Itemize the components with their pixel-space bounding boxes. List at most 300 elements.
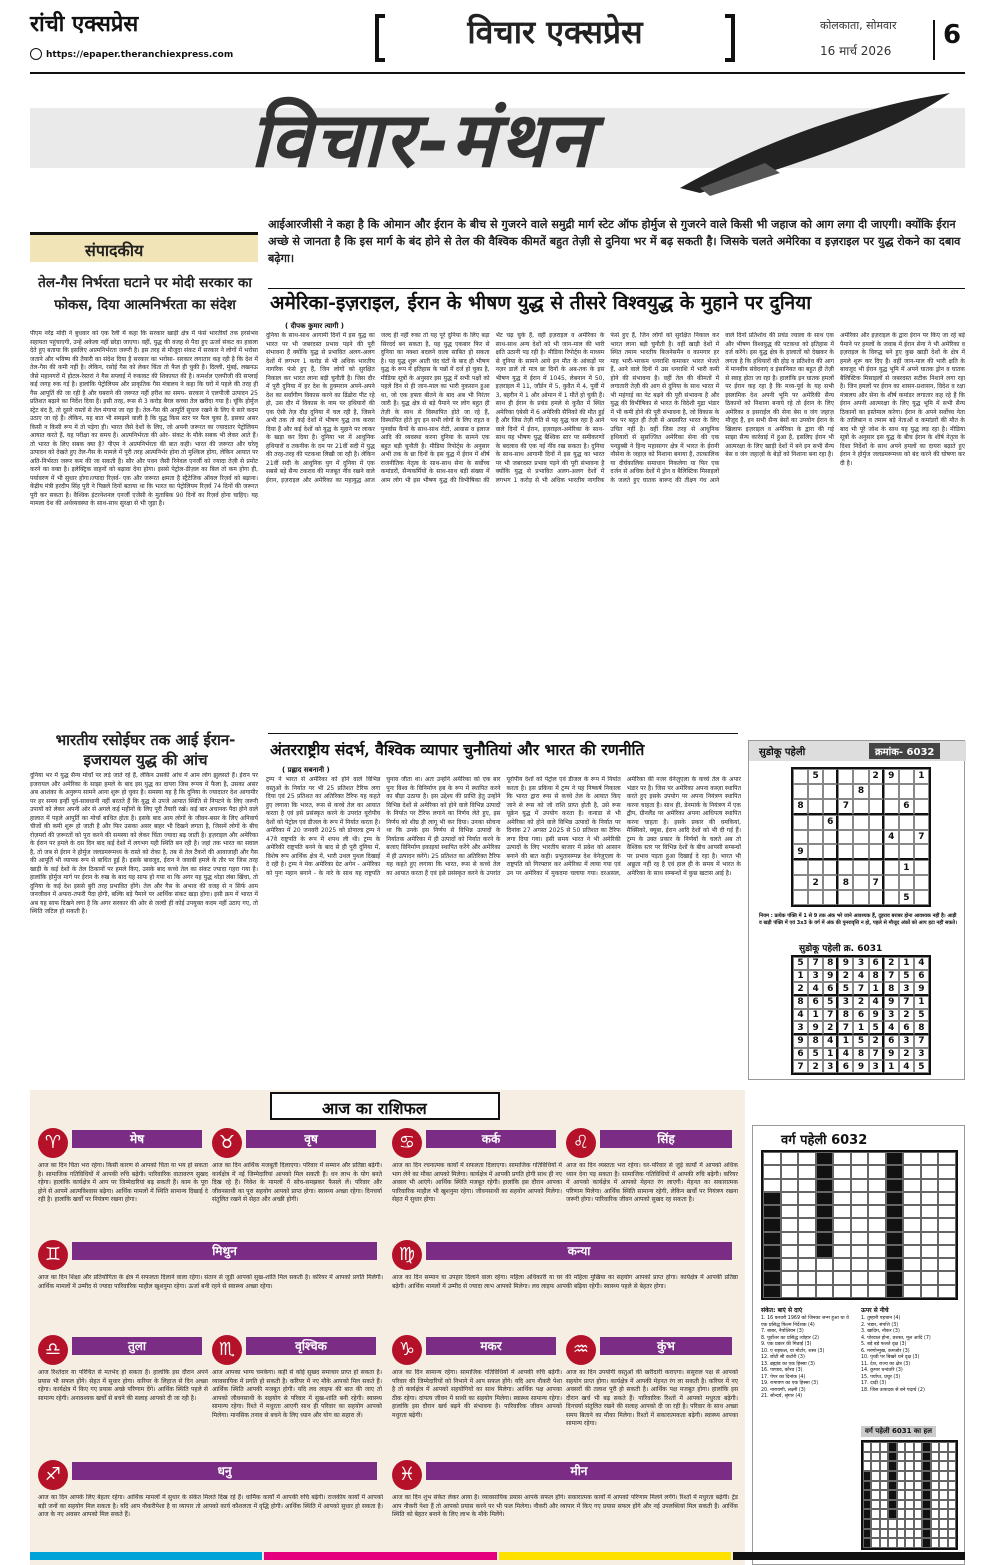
sudoku-cell[interactable]: [914, 860, 929, 875]
sudoku-cell[interactable]: [808, 830, 823, 845]
crossword-cell: [948, 1471, 956, 1481]
crossword-clue: 17. पेपर का दिनांक (4): [761, 1374, 806, 1380]
crossword-cell[interactable]: [938, 1218, 956, 1231]
crossword-cell[interactable]: [868, 1152, 886, 1165]
crossword-cell: [905, 1529, 913, 1539]
rashi-name: वृश्चिक: [246, 1337, 376, 1355]
crossword-cell[interactable]: [886, 1218, 904, 1231]
crossword-cell[interactable]: [833, 1192, 851, 1205]
crossword-cell[interactable]: [763, 1258, 781, 1271]
sudoku-cell[interactable]: 1: [914, 769, 929, 784]
sudoku-cell[interactable]: [823, 890, 838, 905]
crossword-cell[interactable]: [921, 1205, 939, 1218]
rashi-text: आज आपका भाग्य चमकेगा। कहीं से कोई सुखद समाचार प्राप्त हो सकता है। व्यावसायिक में प्रगति हो सकती है। करियर में नए मौके आपको मिल सकते हैं। आर्थिक स्थिति आपकी मजबूत होगी। यदि लव लाइफ की बात की जाए तो आपको जीवनसाथी के सहयोग से परिवार में सुख-शांति बनी रहेगी। स्वास्थ्य सामान्य रहेगा। रिश्ते में मधुरता आएगी साथ ही परिवार का सहयोग आपको मिलेगा। मानसिक तनाव से बचने के लिए ध्यान और योग का सहारा लें।: [212, 1369, 382, 1419]
crossword-cell: [871, 1452, 879, 1462]
sudoku-cell[interactable]: [808, 890, 823, 905]
crossword-cell[interactable]: [851, 1179, 869, 1192]
crossword-cell: [922, 1471, 930, 1481]
crossword-cell[interactable]: [903, 1205, 921, 1218]
crossword-cell[interactable]: [903, 1285, 921, 1298]
crossword-across-clues: [761, 1316, 856, 1401]
sudoku-cell[interactable]: [914, 815, 929, 830]
crossword-cell[interactable]: [851, 1271, 869, 1284]
crossword-cell: [880, 1452, 888, 1462]
crossword-cell[interactable]: [781, 1165, 799, 1178]
crossword-cell: [871, 1538, 879, 1548]
sudoku-cell[interactable]: [853, 875, 868, 890]
crossword-cell[interactable]: [781, 1218, 799, 1231]
crossword-cell[interactable]: [833, 1258, 851, 1271]
sudoku-cell[interactable]: [884, 815, 899, 830]
sudoku-cell[interactable]: [808, 815, 823, 830]
mid-byline: ( प्रह्लाद सबनानी ): [282, 766, 330, 774]
crossword-cell[interactable]: [798, 1205, 816, 1218]
crossword-cell[interactable]: [798, 1245, 816, 1258]
rashi-card: [212, 1128, 382, 1240]
crossword-cell: [948, 1442, 956, 1452]
sudoku-cell: 5: [853, 1035, 868, 1048]
crossword-cell[interactable]: [886, 1152, 904, 1165]
sudoku-cell: 8: [823, 957, 838, 970]
crossword-cell[interactable]: [851, 1285, 869, 1298]
crossword-cell[interactable]: [903, 1179, 921, 1192]
sudoku-cell[interactable]: 9: [884, 769, 899, 784]
crossword-cell[interactable]: [798, 1271, 816, 1284]
sudoku-cell[interactable]: [823, 875, 838, 890]
crossword-cell[interactable]: [781, 1179, 799, 1192]
sudoku-cell[interactable]: [899, 844, 914, 860]
sudoku-cell[interactable]: 8: [853, 784, 868, 799]
crossword-cell[interactable]: [851, 1152, 869, 1165]
crossword-cell[interactable]: [921, 1245, 939, 1258]
crossword-cell[interactable]: [921, 1192, 939, 1205]
crossword-title: वर्ग पहेली 6032: [781, 1133, 868, 1148]
sudoku-cell[interactable]: 7: [914, 830, 929, 845]
sudoku-cell[interactable]: [869, 844, 884, 860]
rashi-text: आज का दिन सम्मान या उपहार दिलाने वाला रहेगा। महिला अधिकारी या घर की महिला मुखिया का सहयोग आपको प्राप्त होगा। कार्यक्षेत्र में आपकी प्रतिष्ठा बढ़ेगी। आर्थिक मामलों में उम्मीद से ज्यादा लाभ आपको मिलेगा। लव लाइफ आपकी बढ़िया रहेगी। स्वास्थ्य पहले से बेहतर होगा।: [392, 1274, 738, 1290]
crossword-cell[interactable]: [833, 1179, 851, 1192]
lead-col6-body: अमेरिका और इज़राइल के द्वारा ईरान पर किए जा रहे बड़े पैमाने पर हमलों के जवाब में ईरान सेना ने भी अमेरिका व इज़राइल के विरुद्ध बने हुए कुछ खाड़ी देशों के क्षेत्र में हमले शुरू कर दिए हैं। वहीं जान-माल की भारी क्षति के बावजूद भी ईरान युद्ध भूमि में अपने घातक ड्रोन व घातक बैलिस्टिक मिसाइलों से जबरदस्त सटीक निशाने लगा रहा है। जिन हमलों पर ईरान का शासन-प्रशासन, विदेश व रक्षा मंत्रालय और सेना के शीर्ष कमांडर लगातार कह रहे हैं कि ईरान अपनी आत्मरक्षा के लिए युद्ध भूमि में सभी सैन्य ठिकानों का इस्तेमाल करेगा। ईरान के अपने सर्वोच्च नेता के तालिबान व तमाम बड़े नेताओं व कमांडरों की मौत के बाद भी पूरे जोश के साथ यह युद्ध लड़ रहा है। मीडिया सूत्रों के अनुसार इस युद्ध के बीच ईरान के शीर्ष नेतृत्व के दिशा निर्देशों के साथ अपने हमलों का दायरा बढ़ाते हुए ईरान ने होर्मुज जलडमरूमध्य को बंद करने की घोषणा कर दी है।: [840, 332, 965, 467]
sudoku-cell[interactable]: 6: [899, 799, 914, 815]
crossword-cell[interactable]: [816, 1218, 834, 1231]
crossword-cell[interactable]: [798, 1152, 816, 1165]
sudoku-cell[interactable]: 7: [838, 799, 853, 815]
sudoku-cell: 7: [899, 996, 914, 1009]
crossword-clue: 18. जिस उत्पादक से बने पदार्थ (2): [861, 1387, 925, 1393]
crossword-cell: [948, 1519, 956, 1529]
crossword-clue: 20. नारायणी, लक्ष्मी (3): [761, 1387, 806, 1393]
sudoku-cell[interactable]: [884, 890, 899, 905]
sudoku-cell[interactable]: [793, 890, 808, 905]
sudoku-cell[interactable]: [914, 844, 929, 860]
sudoku-cell[interactable]: [853, 769, 868, 784]
crossword-cell[interactable]: [938, 1152, 956, 1165]
sudoku-cell[interactable]: [808, 860, 823, 875]
sudoku-cell: 3: [793, 1021, 808, 1035]
sudoku-cell: 3: [899, 982, 914, 996]
sudoku-cell[interactable]: [823, 830, 838, 845]
sudoku-cell[interactable]: 2: [808, 875, 823, 890]
sudoku-cell[interactable]: [823, 799, 838, 815]
crossword-cell: [905, 1471, 913, 1481]
sudoku-cell[interactable]: [838, 784, 853, 799]
crossword-cell[interactable]: [938, 1205, 956, 1218]
crossword-cell[interactable]: [798, 1179, 816, 1192]
sudoku-cell[interactable]: [823, 844, 838, 860]
crossword-cell[interactable]: [921, 1232, 939, 1245]
sudoku-cell[interactable]: 5: [808, 769, 823, 784]
sudoku-cell[interactable]: [808, 784, 823, 799]
rashi-card: [38, 1128, 208, 1240]
sudoku-cell: 4: [823, 1035, 838, 1048]
crossword-cell[interactable]: [851, 1258, 869, 1271]
crossword-cell[interactable]: [886, 1232, 904, 1245]
rashi-card: [38, 1335, 208, 1447]
crossword-cell[interactable]: [781, 1285, 799, 1298]
crossword-cell: [914, 1538, 922, 1548]
crossword-cell[interactable]: [781, 1245, 799, 1258]
crossword-cell[interactable]: [903, 1271, 921, 1284]
sudoku-cell: 9: [823, 970, 838, 983]
crossword-answer-grid: [861, 1440, 958, 1550]
sudoku-cell[interactable]: [899, 830, 914, 845]
sudoku-cell[interactable]: [823, 784, 838, 799]
crossword-cell[interactable]: [781, 1271, 799, 1284]
sudoku-cell[interactable]: [853, 815, 868, 830]
crossword-cell[interactable]: [833, 1245, 851, 1258]
crossword-cell[interactable]: [763, 1271, 781, 1284]
crossword-cell[interactable]: [798, 1165, 816, 1178]
sudoku-cell[interactable]: [793, 784, 808, 799]
crossword-cell[interactable]: [798, 1258, 816, 1271]
masthead-rule: [30, 72, 965, 74]
crossword-cell: [880, 1471, 888, 1481]
sudoku-cell[interactable]: [869, 799, 884, 815]
rashi-text: आज का दिन चिंता भरा रहेगा। किसी कारण से आपको चिंता या भय हो सकता है। सामाजिक गतिविधियों में आपकी रुचि बढ़ेगी। पारिवारिक वातावरण सुखद रहेगा। हालांकि कार्यक्षेत्र में आप पर जिम्मेदारियां बढ़ सकती हैं। काम के पूरा होने से आपमें आत्मविश्वास बढ़ेगा। आर्थिक मामलों में स्थिति सामान्य दिखाई दे रही है। हालांकि खर्चों पर नियंत्रण रखना होगा।: [38, 1162, 208, 1203]
sudoku-cell[interactable]: [914, 890, 929, 905]
sudoku-cell[interactable]: 5: [899, 890, 914, 905]
crossword-cell[interactable]: [833, 1218, 851, 1231]
crossword-cell[interactable]: [798, 1232, 816, 1245]
crossword-cell[interactable]: [816, 1152, 834, 1165]
crossword-cell: [888, 1490, 896, 1500]
sudoku-cell: 7: [823, 1009, 838, 1022]
sudoku-cell: 3: [808, 970, 823, 983]
crossword-cell[interactable]: [938, 1258, 956, 1271]
crossword-cell[interactable]: [938, 1271, 956, 1284]
sudoku-cell[interactable]: [884, 860, 899, 875]
sudoku-cell: 3: [853, 957, 868, 970]
sudoku-cell[interactable]: [899, 815, 914, 830]
sudoku-cell[interactable]: [793, 769, 808, 784]
sudoku-cell[interactable]: [884, 844, 899, 860]
rashifal-title-bar: [270, 1092, 500, 1120]
rashi-name: कन्या: [426, 1242, 732, 1260]
crossword-cell: [871, 1509, 879, 1519]
sudoku-cell[interactable]: 4: [884, 830, 899, 845]
sudoku-cell[interactable]: [869, 860, 884, 875]
sudoku-cell[interactable]: [793, 875, 808, 890]
sudoku-cell: 6: [838, 1060, 853, 1073]
sudoku-cell: 3: [823, 1060, 838, 1073]
crossword-cell[interactable]: [781, 1232, 799, 1245]
crossword-cell[interactable]: [833, 1271, 851, 1284]
crossword-cell[interactable]: [903, 1165, 921, 1178]
crossword-cell[interactable]: [868, 1271, 886, 1284]
sudoku-cell[interactable]: 8: [838, 875, 853, 890]
crossword-cell[interactable]: [903, 1245, 921, 1258]
crossword-cell: [922, 1461, 930, 1471]
sudoku-cell[interactable]: [853, 844, 868, 860]
rashi-name: मेष: [72, 1130, 202, 1148]
crossword-cell: [939, 1461, 947, 1471]
sudoku-cell[interactable]: [869, 830, 884, 845]
crossword-cell[interactable]: [938, 1245, 956, 1258]
sudoku-cell: 1: [808, 1009, 823, 1022]
crossword-cell[interactable]: [816, 1179, 834, 1192]
zodiac-icon: ♋: [392, 1128, 422, 1158]
date: 16 मार्च 2026: [820, 44, 892, 58]
crossword-cell[interactable]: [921, 1152, 939, 1165]
crossword-cell[interactable]: [816, 1245, 834, 1258]
crossword-cell[interactable]: [921, 1285, 939, 1298]
crossword-clue: 6. मरणोन्मुख, कमजोर (3): [861, 1348, 910, 1354]
crossword-cell[interactable]: [886, 1271, 904, 1284]
crossword-clue: 1. 16 फ़रवरी 1969 को जिनका जन्म हुआ था वे एक प्रसिद्ध फिल्म निर्देशक (4): [761, 1316, 849, 1328]
crossword-cell[interactable]: [938, 1179, 956, 1192]
sudoku-cell[interactable]: [793, 830, 808, 845]
sudoku-cell[interactable]: [899, 769, 914, 784]
sudoku-cell[interactable]: [914, 799, 929, 815]
sudoku-cell[interactable]: [869, 815, 884, 830]
crossword-cell[interactable]: [833, 1152, 851, 1165]
sudoku-cell[interactable]: [884, 799, 899, 815]
crossword-cell[interactable]: [851, 1205, 869, 1218]
crossword-cell[interactable]: [886, 1245, 904, 1258]
sudoku-cell[interactable]: [869, 890, 884, 905]
crossword-cell[interactable]: [868, 1232, 886, 1245]
crossword-cell[interactable]: [938, 1232, 956, 1245]
sudoku-cell[interactable]: [853, 890, 868, 905]
rashi-card: [392, 1128, 562, 1240]
crossword-cell[interactable]: [868, 1192, 886, 1205]
sudoku-cell: 1: [899, 957, 914, 970]
sudoku-grid[interactable]: [791, 767, 931, 907]
crossword-cell[interactable]: [798, 1285, 816, 1298]
crossword-cell[interactable]: [763, 1152, 781, 1165]
crossword-cell[interactable]: [851, 1232, 869, 1245]
sudoku-cell: 8: [808, 1035, 823, 1048]
crossword-cell: [931, 1509, 939, 1519]
crossword-cell[interactable]: [921, 1271, 939, 1284]
crossword-cell[interactable]: [868, 1218, 886, 1231]
crossword-cell: [905, 1538, 913, 1548]
crossword-cell[interactable]: [938, 1192, 956, 1205]
crossword-cell[interactable]: [921, 1258, 939, 1271]
sudoku-cell[interactable]: [853, 799, 868, 815]
masthead: [0, 0, 993, 70]
sudoku-cell[interactable]: [838, 844, 853, 860]
sudoku-cell[interactable]: [869, 784, 884, 799]
sudoku-cell[interactable]: [914, 875, 929, 890]
crossword-cell[interactable]: [851, 1245, 869, 1258]
crossword-cell: [948, 1481, 956, 1491]
crossword-cell[interactable]: [868, 1165, 886, 1178]
crossword-cell[interactable]: [886, 1192, 904, 1205]
crossword-cell[interactable]: [781, 1192, 799, 1205]
sudoku-cell[interactable]: 1: [899, 860, 914, 875]
crossword-cell: [871, 1471, 879, 1481]
crossword-cell[interactable]: [816, 1192, 834, 1205]
crossword-cell[interactable]: [763, 1179, 781, 1192]
crossword-cell[interactable]: [763, 1285, 781, 1298]
sudoku-header: [749, 741, 966, 761]
crossword-cell: [931, 1500, 939, 1510]
crossword-cell[interactable]: [781, 1258, 799, 1271]
crossword-cell[interactable]: [763, 1245, 781, 1258]
crossword-cell[interactable]: [781, 1152, 799, 1165]
crossword-cell[interactable]: [921, 1179, 939, 1192]
lead-byline: ( दीपक कुमार त्यागी ): [285, 322, 344, 330]
website-url[interactable]: https://epaper.theranchiexpress.com: [46, 50, 234, 60]
rashi-text: आज का दिन व्यस्तता भरा रहेगा। घर-परिवार से जुड़े कार्यों में आपको अधिक ध्यान देना पड़ सकता है। सामाजिक गतिविधियों में आपकी रुचि बढ़ेगी। करियर में आपको कार्यक्षेत्र में आपको मेहनत रंग लाएगी। मेहनत का सकारात्मक परिणाम मिलेगा। आर्थिक स्थिति सामान्य रहेगी, लेकिन खर्चों पर नियंत्रण रखना जरूरी होगा। पारिवारिक जीवन आपको सुखद रह सकता है।: [566, 1162, 738, 1203]
crossword-cell[interactable]: [816, 1271, 834, 1284]
crossword-cell[interactable]: [763, 1165, 781, 1178]
crossword-cell[interactable]: [851, 1165, 869, 1178]
sudoku-cell[interactable]: [808, 844, 823, 860]
crossword-cell: [863, 1500, 871, 1510]
crossword-cell[interactable]: [903, 1192, 921, 1205]
crossword-cell[interactable]: [921, 1218, 939, 1231]
crossword-down-title: ऊपर से नीचे: [861, 1307, 889, 1314]
crossword-cell[interactable]: [763, 1218, 781, 1231]
sudoku-cell[interactable]: [823, 860, 838, 875]
crossword-cell[interactable]: [816, 1232, 834, 1245]
crossword-cell: [871, 1442, 879, 1452]
crossword-cell[interactable]: [903, 1258, 921, 1271]
rashi-card: [392, 1460, 738, 1550]
crossword-cell: [897, 1509, 905, 1519]
crossword-cell[interactable]: [816, 1205, 834, 1218]
crossword-cell[interactable]: [868, 1285, 886, 1298]
crossword-cell[interactable]: [938, 1285, 956, 1298]
crossword-cell[interactable]: [938, 1165, 956, 1178]
crossword-cell[interactable]: [886, 1205, 904, 1218]
crossword-cell[interactable]: [903, 1218, 921, 1231]
sudoku-cell: 1: [793, 970, 808, 983]
sudoku-cell: 9: [838, 957, 853, 970]
crossword-cell: [905, 1452, 913, 1462]
sudoku-cell[interactable]: 7: [869, 875, 884, 890]
crossword-cell[interactable]: [868, 1245, 886, 1258]
sudoku-cell[interactable]: [808, 799, 823, 815]
crossword-cell[interactable]: [816, 1285, 834, 1298]
globe-icon: [30, 48, 42, 60]
crossword-cell[interactable]: [903, 1152, 921, 1165]
sudoku-cell: 3: [838, 996, 853, 1009]
crossword-cell: [880, 1442, 888, 1452]
crossword-cell[interactable]: [851, 1218, 869, 1231]
sudoku-cell[interactable]: [853, 860, 868, 875]
crossword-cell[interactable]: [833, 1205, 851, 1218]
sudoku-cell[interactable]: 8: [793, 799, 808, 815]
zodiac-icon: ♍: [392, 1240, 422, 1270]
sudoku-cell[interactable]: [838, 769, 853, 784]
crossword-cell[interactable]: [763, 1205, 781, 1218]
rashi-name: मीन: [426, 1462, 732, 1480]
sudoku-cell: 6: [899, 1021, 914, 1035]
crossword-cell[interactable]: [903, 1232, 921, 1245]
sudoku-cell[interactable]: [838, 890, 853, 905]
crossword-cell[interactable]: [833, 1165, 851, 1178]
crossword-cell[interactable]: [886, 1285, 904, 1298]
crossword-cell: [914, 1461, 922, 1471]
sudoku-cell[interactable]: 2: [869, 769, 884, 784]
crossword-cell[interactable]: [816, 1258, 834, 1271]
sudoku-cell[interactable]: [884, 875, 899, 890]
sudoku-cell[interactable]: [823, 769, 838, 784]
sudoku-cell[interactable]: 6: [823, 815, 838, 830]
sudoku-cell[interactable]: [884, 784, 899, 799]
crossword-cell[interactable]: [886, 1165, 904, 1178]
sudoku-cell[interactable]: [853, 830, 868, 845]
sudoku-cell[interactable]: [838, 860, 853, 875]
crossword-cell[interactable]: [798, 1192, 816, 1205]
crossword-cell: [880, 1519, 888, 1529]
crossword-cell[interactable]: [763, 1192, 781, 1205]
crossword-cell[interactable]: [868, 1179, 886, 1192]
sudoku-cell[interactable]: 9: [793, 844, 808, 860]
crossword-cell: [905, 1519, 913, 1529]
sudoku-cell[interactable]: [914, 784, 929, 799]
crossword-cell[interactable]: [886, 1258, 904, 1271]
crossword-cell[interactable]: [816, 1165, 834, 1178]
zodiac-icon: ♌: [566, 1128, 596, 1158]
sudoku-cell: 4: [899, 1060, 914, 1073]
crossword-cell[interactable]: [763, 1232, 781, 1245]
crossword-cell[interactable]: [921, 1165, 939, 1178]
crossword-cell: [897, 1519, 905, 1529]
sudoku-cell[interactable]: [793, 860, 808, 875]
crossword-cell: [863, 1471, 871, 1481]
crossword-cell[interactable]: [868, 1205, 886, 1218]
crossword-cell: [880, 1509, 888, 1519]
crossword-cell[interactable]: [833, 1285, 851, 1298]
crossword-cell: [914, 1500, 922, 1510]
crossword-cell[interactable]: [781, 1205, 799, 1218]
sudoku-cell[interactable]: [899, 784, 914, 799]
sudoku-cell[interactable]: [838, 815, 853, 830]
sudoku-cell[interactable]: [899, 875, 914, 890]
sudoku-cell: 3: [884, 1009, 899, 1022]
crossword-cell: [914, 1529, 922, 1539]
sudoku-cell[interactable]: [838, 830, 853, 845]
rashi-name: सिंह: [600, 1130, 732, 1148]
sudoku-cell[interactable]: [793, 815, 808, 830]
crossword-cell[interactable]: [798, 1218, 816, 1231]
crossword-cell: [914, 1442, 922, 1452]
crossword-grid[interactable]: [761, 1150, 958, 1300]
sudoku-cell: 7: [914, 1035, 929, 1048]
crossword-cell[interactable]: [868, 1258, 886, 1271]
crossword-cell: [897, 1481, 905, 1491]
crossword-cell[interactable]: [851, 1192, 869, 1205]
crossword-cell[interactable]: [886, 1179, 904, 1192]
sudoku-cell: 5: [899, 970, 914, 983]
rashi-name: धनु: [72, 1462, 377, 1480]
crossword-cell[interactable]: [833, 1232, 851, 1245]
crossword-cell: [931, 1471, 939, 1481]
